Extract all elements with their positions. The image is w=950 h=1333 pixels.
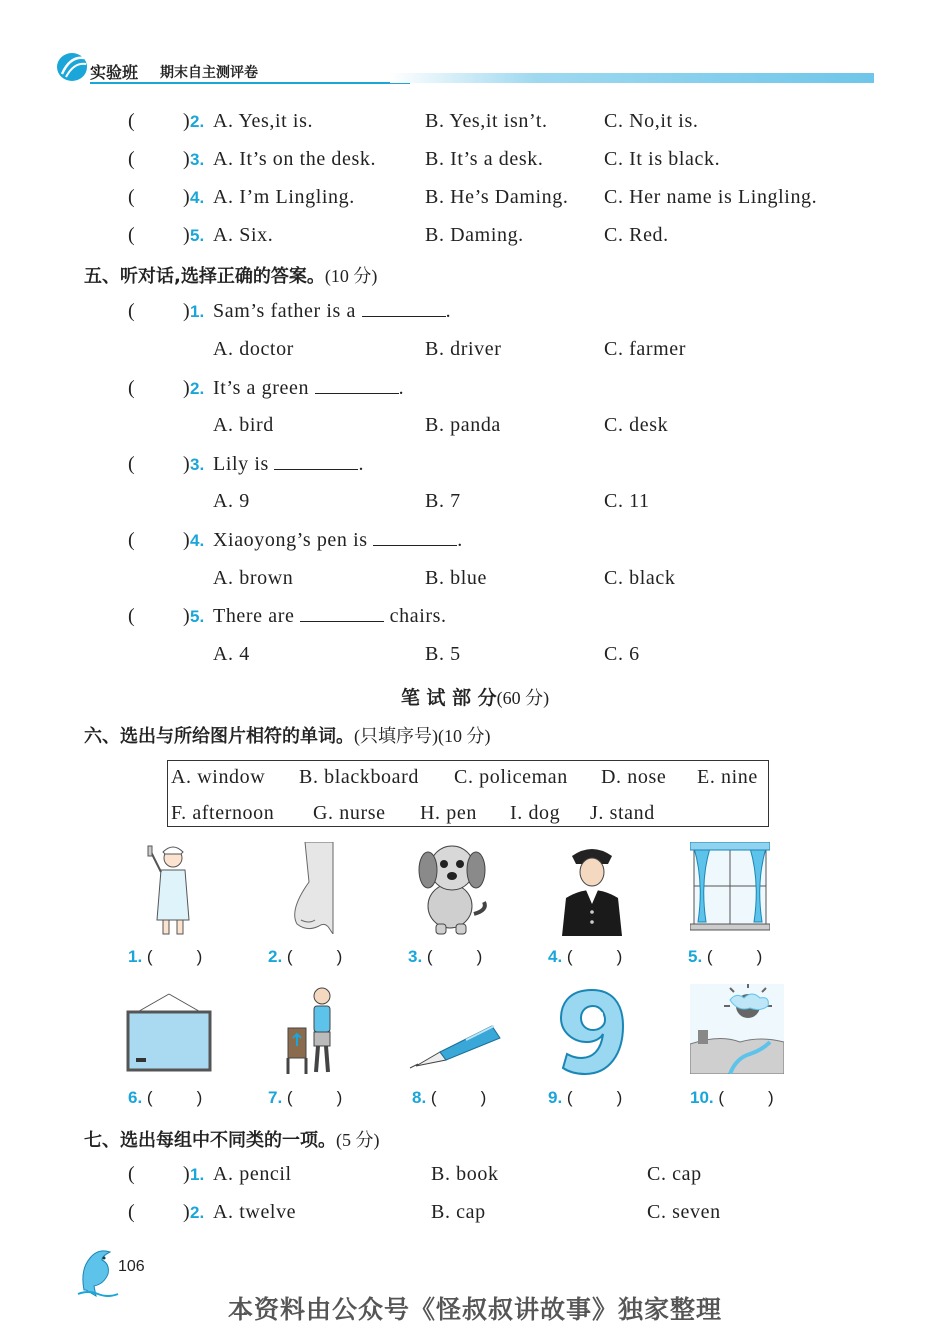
answer-paren[interactable]: (	[128, 110, 135, 132]
fill-blank[interactable]	[300, 605, 384, 622]
picture-label: 1. ( )	[128, 947, 203, 966]
option-b: B. book	[431, 1163, 499, 1185]
option-b: B. cap	[431, 1201, 486, 1223]
question-number: 2.	[190, 1203, 205, 1222]
option-a: A. 9	[213, 490, 250, 512]
picture-number: 1.	[128, 947, 143, 966]
header	[0, 0, 950, 90]
question-row	[0, 148, 950, 174]
word-bank-row	[171, 802, 771, 828]
part7-title	[84, 1126, 380, 1152]
word-option: F. afternoon	[171, 802, 275, 824]
stem-text: It’s a green	[213, 377, 310, 399]
answer-paren-close: )	[183, 1201, 190, 1223]
question-number: 1.	[190, 1165, 205, 1184]
answer-paren[interactable]: (	[128, 186, 135, 208]
policeman-picture	[560, 842, 624, 936]
stem-end: chairs.	[389, 605, 447, 627]
picture-number: 5.	[688, 947, 703, 966]
picture-label: 7. ( )	[268, 1088, 343, 1107]
option-c: C. 11	[604, 490, 650, 512]
word-option: B. blackboard	[299, 766, 419, 788]
answer-paren[interactable]: (	[128, 300, 135, 322]
option-c: C. black	[604, 567, 676, 589]
word-option: E. nine	[697, 766, 758, 788]
option-c: C. farmer	[604, 338, 687, 360]
page-number: 106	[118, 1258, 145, 1275]
word-option: J. stand	[590, 802, 655, 824]
part6-title	[84, 722, 490, 748]
stem-text: Xiaoyong’s pen is	[213, 529, 368, 551]
stem-end: .	[445, 300, 452, 322]
question-number: 2.	[190, 379, 205, 398]
question-stem	[213, 300, 451, 323]
option-c: C. It is black.	[604, 148, 721, 170]
option-c: C. desk	[604, 414, 669, 436]
word-bank-box	[167, 760, 769, 827]
question-row	[0, 110, 950, 136]
stem-end: .	[457, 529, 463, 551]
blackboard-picture	[126, 990, 212, 1074]
question-item	[0, 377, 950, 441]
question-number: 5.	[190, 226, 205, 245]
word-option: G. nurse	[313, 802, 386, 824]
word-option: D. nose	[601, 766, 667, 788]
stem-end: .	[358, 453, 365, 475]
answer-paren[interactable]: (	[128, 453, 135, 475]
header-rule	[90, 82, 410, 84]
question-item	[0, 453, 950, 517]
answer-paren-close: )	[183, 1163, 190, 1185]
picture-number: 3.	[408, 947, 423, 966]
stem-text: Sam’s father is a	[213, 300, 356, 322]
answer-paren-close: )	[183, 529, 190, 551]
question-number: 3.	[190, 455, 205, 474]
answer-paren-close: )	[183, 453, 190, 475]
option-a: A. Yes,it is.	[213, 110, 314, 132]
picture-number: 9.	[548, 1088, 563, 1107]
picture-label: 6. ( )	[128, 1088, 203, 1107]
written-part-heading	[0, 683, 950, 710]
header-subtitle: 期末自主测评卷	[160, 65, 258, 81]
picture-number: 6.	[128, 1088, 143, 1107]
logo-icon	[56, 52, 88, 82]
option-a: A. 4	[213, 643, 250, 665]
option-c: C. seven	[647, 1201, 721, 1223]
picture-number: 2.	[268, 947, 283, 966]
option-c: C. Red.	[604, 224, 669, 246]
option-a: A. I’m Lingling.	[213, 186, 355, 208]
option-a: A. twelve	[213, 1201, 297, 1223]
option-c: C. No,it is.	[604, 110, 699, 132]
nose-picture	[285, 842, 335, 934]
question-item	[0, 300, 950, 364]
picture-number: 7.	[268, 1088, 283, 1107]
header-band	[390, 73, 874, 83]
part5-title	[84, 262, 377, 288]
fill-blank[interactable]	[373, 529, 457, 546]
question-stem	[213, 377, 404, 400]
option-a: A. Six.	[213, 224, 274, 246]
question-stem	[213, 605, 447, 628]
word-option: A. window	[171, 766, 266, 788]
option-b: B. Daming.	[425, 224, 524, 246]
picture-label: 2. ( )	[268, 947, 343, 966]
fill-blank[interactable]	[274, 453, 358, 470]
word-bank-row	[171, 766, 771, 792]
option-b: B. Yes,it isn’t.	[425, 110, 548, 132]
question-row	[0, 224, 950, 250]
answer-paren[interactable]: (	[128, 529, 135, 551]
option-b: B. blue	[425, 567, 487, 589]
question-row	[0, 1163, 950, 1189]
answer-paren[interactable]: (	[128, 1163, 135, 1185]
stem-text: There are	[213, 605, 295, 627]
written-title: 笔 试 部 分	[400, 687, 497, 709]
question-item	[0, 529, 950, 593]
nine-picture	[557, 986, 627, 1076]
picture-number: 8.	[412, 1088, 427, 1107]
part7-score: (5 分)	[336, 1130, 380, 1150]
picture-label: 8. ( )	[412, 1088, 487, 1107]
option-a: A. brown	[213, 567, 294, 589]
picture-label: 5. ( )	[688, 947, 763, 966]
stem-end: .	[398, 377, 405, 399]
question-number: 3.	[190, 150, 205, 169]
option-b: B. It’s a desk.	[425, 148, 544, 170]
picture-label: 3. ( )	[408, 947, 483, 966]
answer-paren-close: )	[183, 605, 190, 627]
question-number: 2.	[190, 112, 205, 131]
dog-picture	[414, 840, 490, 936]
option-c: C. 6	[604, 643, 640, 665]
answer-paren[interactable]: (	[128, 605, 135, 627]
part6-title-text: 六、选出与所给图片相符的单词。	[84, 726, 354, 747]
question-number: 4.	[190, 188, 205, 207]
option-c: C. cap	[647, 1163, 702, 1185]
answer-paren-close: )	[183, 377, 190, 399]
afternoon-picture	[690, 984, 784, 1074]
answer-paren[interactable]: (	[128, 1201, 135, 1223]
answer-paren-close: )	[183, 110, 190, 132]
picture-label: 10. ( )	[690, 1088, 774, 1107]
option-c: C. Her name is Lingling.	[604, 186, 818, 208]
word-option: C. policeman	[454, 766, 568, 788]
part7-title-text: 七、选出每组中不同类的一项。	[84, 1130, 336, 1151]
option-a: A. doctor	[213, 338, 294, 360]
option-a: A. It’s on the desk.	[213, 148, 377, 170]
picture-number: 4.	[548, 947, 563, 966]
answer-paren[interactable]: (	[128, 224, 135, 246]
answer-paren[interactable]: (	[128, 148, 135, 170]
brand-name: 实验班	[90, 63, 139, 82]
picture-number: 10.	[690, 1088, 714, 1107]
option-a: A. pencil	[213, 1163, 292, 1185]
answer-paren-close: )	[183, 224, 190, 246]
word-option: H. pen	[420, 802, 477, 824]
question-row	[0, 1201, 950, 1227]
question-row	[0, 186, 950, 212]
window-picture	[690, 842, 770, 932]
question-number: 4.	[190, 531, 205, 550]
option-b: B. panda	[425, 414, 501, 436]
question-stem	[213, 529, 463, 552]
answer-paren-close: )	[183, 186, 190, 208]
picture-label: 9. ( )	[548, 1088, 623, 1107]
part5-score: (10 分)	[324, 266, 378, 286]
answer-paren-close: )	[183, 148, 190, 170]
question-stem	[213, 453, 364, 476]
part5-title-text: 五、听对话,选择正确的答案。	[84, 266, 325, 287]
answer-paren[interactable]: (	[128, 377, 135, 399]
answer-paren-close: )	[183, 300, 190, 322]
question-number: 1.	[190, 302, 205, 321]
nurse-picture	[145, 842, 197, 936]
fill-blank[interactable]	[362, 300, 446, 317]
option-b: B. 5	[425, 643, 461, 665]
option-b: B. 7	[425, 490, 461, 512]
question-item	[0, 605, 950, 669]
question-number: 5.	[190, 607, 205, 626]
stand-picture	[282, 984, 342, 1076]
pen-picture	[406, 1022, 506, 1072]
fill-blank[interactable]	[315, 377, 399, 394]
stem-text: Lily is	[213, 453, 269, 475]
option-b: B. He’s Daming.	[425, 186, 569, 208]
picture-label: 4. ( )	[548, 947, 623, 966]
watermark-text: 本资料由公众号《怪叔叔讲故事》独家整理	[227, 1295, 722, 1324]
written-score: (60 分)	[496, 688, 550, 708]
option-b: B. driver	[425, 338, 502, 360]
part6-score: (只填序号)(10 分)	[354, 726, 491, 746]
word-option: I. dog	[510, 802, 561, 824]
option-a: A. bird	[213, 414, 274, 436]
